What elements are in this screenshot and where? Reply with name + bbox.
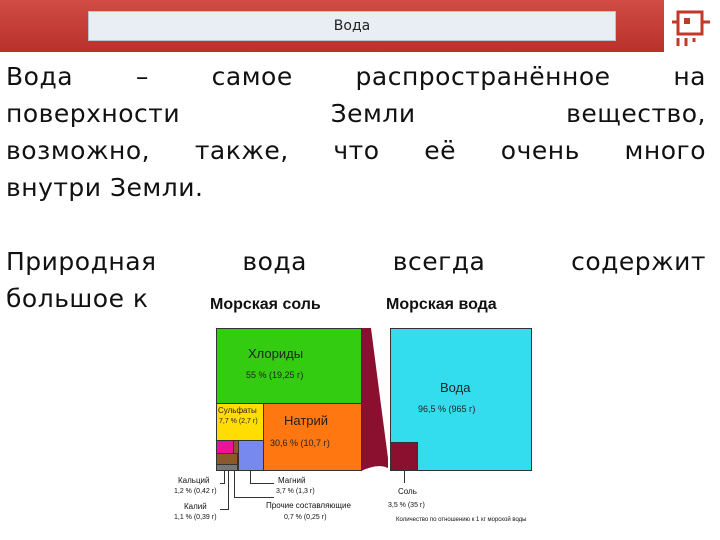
value-other: 0,7 % (0,25 г)	[284, 514, 327, 521]
line-4: внутри Земли.	[6, 173, 204, 202]
sea-salt-figure	[166, 288, 562, 540]
block-chlorides	[216, 328, 362, 404]
text-line	[6, 132, 706, 169]
leader-calcium-h	[220, 483, 225, 484]
leader-magnesium-h	[250, 483, 274, 484]
paragraph-gap	[6, 206, 706, 243]
value-calcium: 1,2 % (0,42 г)	[174, 488, 217, 495]
label-chlorides: Хлориды	[248, 346, 304, 361]
block-other	[216, 464, 238, 471]
line-6: большое к	[6, 284, 149, 313]
leader-other-h	[234, 497, 274, 498]
heading-sea-salt: Морская соль	[210, 296, 321, 313]
value-chlorides: 55 % (19,25 г)	[246, 370, 304, 380]
logo-icon	[664, 0, 720, 52]
leader-potassium	[228, 471, 229, 509]
line-5: Природная вода всегда содержит	[6, 247, 706, 276]
leader-other	[234, 471, 235, 497]
value-salt: 3,5 % (35 г)	[388, 502, 425, 509]
block-salt	[390, 442, 418, 471]
paragraph-1	[6, 58, 706, 206]
label-other: Прочие составляющие	[266, 501, 351, 510]
value-water: 96,5 % (965 г)	[418, 404, 476, 414]
value-sodium: 30,6 % (10,7 г)	[270, 438, 330, 448]
leader-calcium	[224, 471, 225, 483]
value-sulfates: 7,7 % (2,7 г)	[219, 418, 258, 425]
block-brown-small	[233, 440, 239, 454]
connector-wedge	[361, 328, 388, 471]
slide-title: Вода	[88, 11, 616, 41]
line-2: поверхности Земли вещество,	[6, 99, 706, 128]
leader-salt	[404, 471, 405, 483]
leader-magnesium	[250, 471, 251, 483]
label-sulfates: Сульфаты	[218, 406, 257, 415]
label-magnesium: Магний	[278, 476, 306, 485]
text-line	[6, 95, 706, 132]
block-magnesium	[238, 440, 264, 471]
label-calcium: Кальций	[178, 476, 210, 485]
main-text	[6, 58, 706, 317]
label-water: Вода	[440, 380, 471, 395]
value-potassium: 1,1 % (0,39 г)	[174, 514, 217, 521]
footnote: Количество по отношению к 1 кг морской воды	[396, 517, 527, 523]
value-magnesium: 3,7 % (1,3 г)	[276, 488, 315, 495]
leader-potassium-h	[220, 509, 229, 510]
line-3: возможно, также, что её очень много	[6, 136, 706, 165]
text-line	[6, 243, 706, 280]
label-sodium: Натрий	[284, 413, 329, 428]
text-line	[6, 58, 706, 95]
text-line	[6, 169, 706, 206]
label-salt: Соль	[398, 487, 417, 496]
heading-sea-water: Морская вода	[386, 296, 497, 313]
label-potassium: Калий	[184, 502, 207, 511]
line-1: Вода – самое распространённое на	[6, 62, 706, 91]
block-calcium	[216, 440, 234, 454]
